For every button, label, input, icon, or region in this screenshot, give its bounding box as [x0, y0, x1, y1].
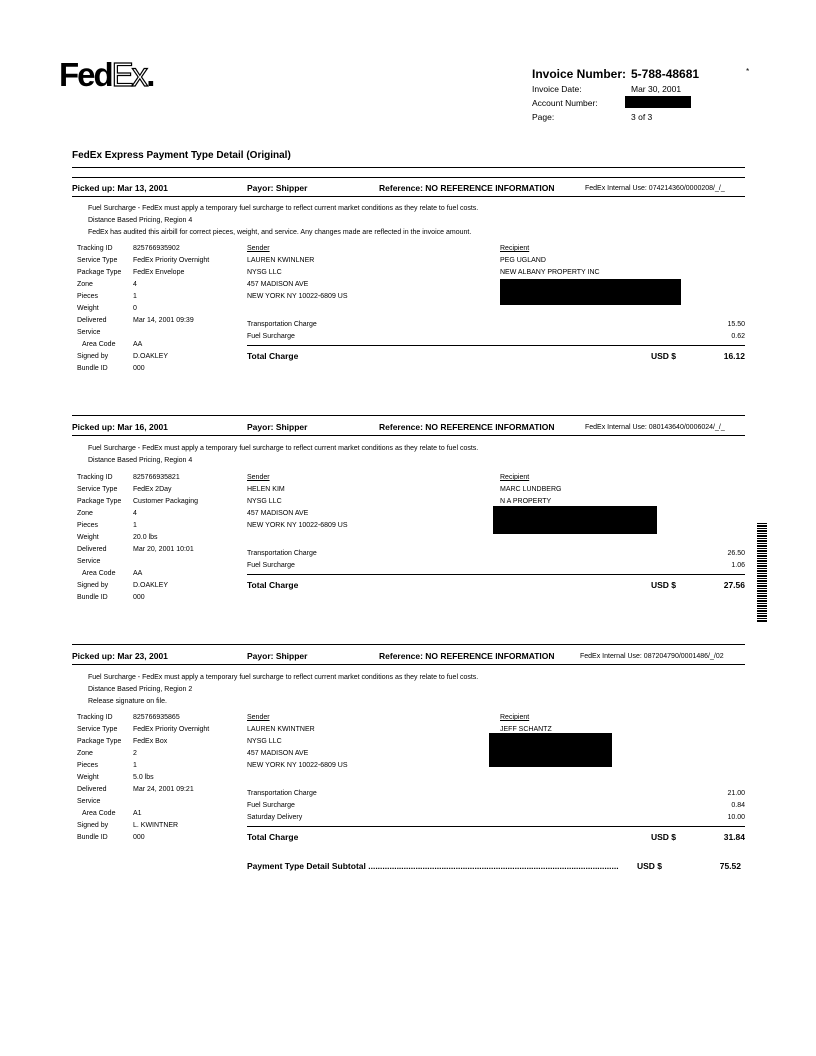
zone-label: Zone [77, 750, 93, 757]
divider [72, 664, 745, 665]
service-type: FedEx Priority Overnight [133, 257, 210, 264]
payor: Payor: Shipper [247, 651, 308, 661]
divider [72, 196, 745, 197]
signed-by: D.OAKLEY [133, 582, 169, 589]
tracking-id: 825766935902 [133, 245, 180, 252]
note: Release signature on file. [88, 698, 167, 705]
internal-use: FedEx Internal Use: 074214360/0000208/_/_ [585, 185, 725, 192]
sender-line: 457 MADISON AVE [247, 750, 309, 757]
total-charge: 16.12 [723, 351, 745, 361]
sender-line: 457 MADISON AVE [247, 281, 309, 288]
sender-line: NEW YORK NY 10022-6809 US [247, 522, 348, 529]
internal-use: FedEx Internal Use: 087204790/0001486/_/02 [580, 653, 724, 660]
area-code: AA [133, 570, 143, 577]
sender-line: HELEN KIM [247, 486, 285, 493]
note: Fuel Surcharge - FedEx must apply a temporary fuel surcharge to reflect current market conditions as they relate to fuel costs. [88, 674, 479, 681]
note: Distance Based Pricing, Region 2 [88, 686, 193, 693]
service-type-label: Service Type [77, 486, 118, 493]
reference: Reference: NO REFERENCE INFORMATION [379, 422, 555, 432]
sender-label: Sender [247, 714, 270, 721]
note: Distance Based Pricing, Region 4 [88, 457, 193, 464]
package-type: FedEx Envelope [133, 269, 185, 276]
zone-label: Zone [77, 510, 93, 517]
divider [72, 415, 745, 416]
picked-up: Picked up: Mar 16, 2001 [72, 422, 168, 432]
redaction-recipient-address [500, 279, 681, 305]
weight-label: Weight [77, 534, 99, 541]
delivered: Mar 24, 2001 09:21 [133, 786, 194, 793]
charge-amount: 1.06 [731, 562, 745, 569]
charge-label: Fuel Surcharge [247, 562, 295, 569]
picked-up: Picked up: Mar 13, 2001 [72, 183, 168, 193]
total-charge-label: Total Charge [247, 351, 299, 361]
signed-by-label: Signed by [77, 582, 109, 589]
reference: Reference: NO REFERENCE INFORMATION [379, 651, 555, 661]
pieces: 1 [133, 293, 137, 300]
recipient-line: JEFF SCHANTZ [500, 726, 552, 733]
divider [72, 167, 745, 168]
recipient-line: NEW ALBANY PROPERTY INC [500, 269, 600, 276]
subtotal-label: Payment Type Detail Subtotal .......................................................................................................... [247, 861, 619, 871]
divider [247, 574, 745, 575]
signed-by: L. KWINTNER [133, 822, 179, 829]
total-charge: 27.56 [723, 580, 745, 590]
weight: 5.0 lbs [133, 774, 154, 781]
signed-by: D.OAKLEY [133, 353, 169, 360]
sender-label: Sender [247, 474, 270, 481]
charge-amount: 26.50 [727, 550, 745, 557]
service-label: Service [77, 329, 101, 336]
picked-up: Picked up: Mar 23, 2001 [72, 651, 168, 661]
divider [72, 177, 745, 178]
sender-line: NYSG LLC [247, 738, 282, 745]
zone: 2 [133, 750, 137, 757]
total-currency: USD $ [651, 351, 677, 361]
charge-label: Fuel Surcharge [247, 333, 295, 340]
sender-line: NYSG LLC [247, 269, 282, 276]
area-code-label: Area Code [82, 341, 116, 348]
note: Fuel Surcharge - FedEx must apply a temporary fuel surcharge to reflect current market conditions as they relate to fuel costs. [88, 445, 479, 452]
bundle-id: 000 [133, 365, 145, 372]
page-number: 3 of 3 [631, 112, 653, 122]
signed-by-label: Signed by [77, 353, 109, 360]
subtotal-currency: USD $ [637, 861, 663, 871]
zone-label: Zone [77, 281, 93, 288]
corner-mark: * [746, 67, 750, 76]
payor: Payor: Shipper [247, 183, 308, 193]
note: Distance Based Pricing, Region 4 [88, 217, 193, 224]
package-type-label: Package Type [77, 738, 122, 745]
service-label: Service [77, 558, 101, 565]
bundle-id: 000 [133, 594, 145, 601]
total-currency: USD $ [651, 580, 677, 590]
divider [247, 345, 745, 346]
tracking-id-label: Tracking ID [77, 245, 113, 252]
tracking-id: 825766935821 [133, 474, 180, 481]
section-title: FedEx Express Payment Type Detail (Original) [72, 150, 291, 161]
recipient-label: Recipient [500, 245, 530, 252]
delivered: Mar 20, 2001 10:01 [133, 546, 194, 553]
charge-label: Fuel Surcharge [247, 802, 295, 809]
charge-amount: 0.84 [731, 802, 745, 809]
internal-use: FedEx Internal Use: 080143640/0006024/_/_ [585, 424, 725, 431]
sender-line: NEW YORK NY 10022-6809 US [247, 762, 348, 769]
charge-label: Saturday Delivery [247, 814, 303, 821]
recipient-line: N A PROPERTY [500, 498, 552, 505]
note: Fuel Surcharge - FedEx must apply a temporary fuel surcharge to reflect current market conditions as they relate to fuel costs. [88, 205, 479, 212]
area-code: A1 [133, 810, 142, 817]
account-number-label: Account Number: [532, 98, 598, 108]
tracking-id: 825766935865 [133, 714, 180, 721]
charge-amount: 15.50 [727, 321, 745, 328]
reference: Reference: NO REFERENCE INFORMATION [379, 183, 555, 193]
total-currency: USD $ [651, 832, 677, 842]
invoice-number-label: Invoice Number: [532, 67, 627, 81]
delivered-label: Delivered [77, 317, 107, 324]
redaction-recipient-address [493, 506, 657, 534]
recipient-line: PEG UGLAND [500, 257, 546, 264]
divider [72, 644, 745, 645]
recipient-label: Recipient [500, 714, 530, 721]
tracking-id-label: Tracking ID [77, 474, 113, 481]
fedex-logo: FedEx. [59, 56, 154, 93]
charge-label: Transportation Charge [247, 790, 317, 797]
delivered-label: Delivered [77, 786, 107, 793]
invoice-date: Mar 30, 2001 [631, 84, 682, 94]
charge-amount: 10.00 [727, 814, 745, 821]
total-charge: 31.84 [723, 832, 745, 842]
bundle-id: 000 [133, 834, 145, 841]
divider [247, 826, 745, 827]
recipient-label: Recipient [500, 474, 530, 481]
charge-label: Transportation Charge [247, 550, 317, 557]
charge-label: Transportation Charge [247, 321, 317, 328]
total-charge-label: Total Charge [247, 580, 299, 590]
subtotal-amount: 75.52 [719, 861, 741, 871]
invoice-date-label: Invoice Date: [532, 84, 582, 94]
service-type: FedEx 2Day [133, 486, 172, 493]
invoice-number: 5-788-48681 [631, 67, 700, 81]
pieces: 1 [133, 522, 137, 529]
zone: 4 [133, 281, 137, 288]
charge-amount: 21.00 [727, 790, 745, 797]
sender-line: NEW YORK NY 10022-6809 US [247, 293, 348, 300]
sender-line: LAUREN KWINTNER [247, 726, 315, 733]
area-code: AA [133, 341, 143, 348]
redaction-account [625, 96, 691, 108]
tracking-id-label: Tracking ID [77, 714, 113, 721]
recipient-line: MARC LUNDBERG [500, 486, 562, 493]
service-type-label: Service Type [77, 257, 118, 264]
bundle-id-label: Bundle ID [77, 834, 108, 841]
weight: 20.0 lbs [133, 534, 158, 541]
payor: Payor: Shipper [247, 422, 308, 432]
pieces-label: Pieces [77, 762, 99, 769]
bundle-id-label: Bundle ID [77, 594, 108, 601]
service-label: Service [77, 798, 101, 805]
package-type: Customer Packaging [133, 498, 198, 505]
sender-line: 457 MADISON AVE [247, 510, 309, 517]
weight-label: Weight [77, 305, 99, 312]
delivered: Mar 14, 2001 09:39 [133, 317, 194, 324]
package-type-label: Package Type [77, 269, 122, 276]
delivered-label: Delivered [77, 546, 107, 553]
sender-label: Sender [247, 245, 270, 252]
zone: 4 [133, 510, 137, 517]
charge-amount: 0.62 [731, 333, 745, 340]
pieces: 1 [133, 762, 137, 769]
service-type-label: Service Type [77, 726, 118, 733]
package-type-label: Package Type [77, 498, 122, 505]
area-code-label: Area Code [82, 570, 116, 577]
bundle-id-label: Bundle ID [77, 365, 108, 372]
service-type: FedEx Priority Overnight [133, 726, 210, 733]
signed-by-label: Signed by [77, 822, 109, 829]
redaction-recipient-address [489, 733, 612, 767]
area-code-label: Area Code [82, 810, 116, 817]
sender-line: NYSG LLC [247, 498, 282, 505]
barcode [757, 523, 767, 623]
weight-label: Weight [77, 774, 99, 781]
package-type: FedEx Box [133, 738, 168, 745]
total-charge-label: Total Charge [247, 832, 299, 842]
pieces-label: Pieces [77, 293, 99, 300]
page-label: Page: [532, 112, 555, 122]
weight: 0 [133, 305, 137, 312]
note: FedEx has audited this airbill for correct pieces, weight, and service. Any changes made are reflected in the invoice amount. [88, 229, 472, 236]
pieces-label: Pieces [77, 522, 99, 529]
divider [72, 435, 745, 436]
sender-line: LAUREN KWINLNER [247, 257, 315, 264]
